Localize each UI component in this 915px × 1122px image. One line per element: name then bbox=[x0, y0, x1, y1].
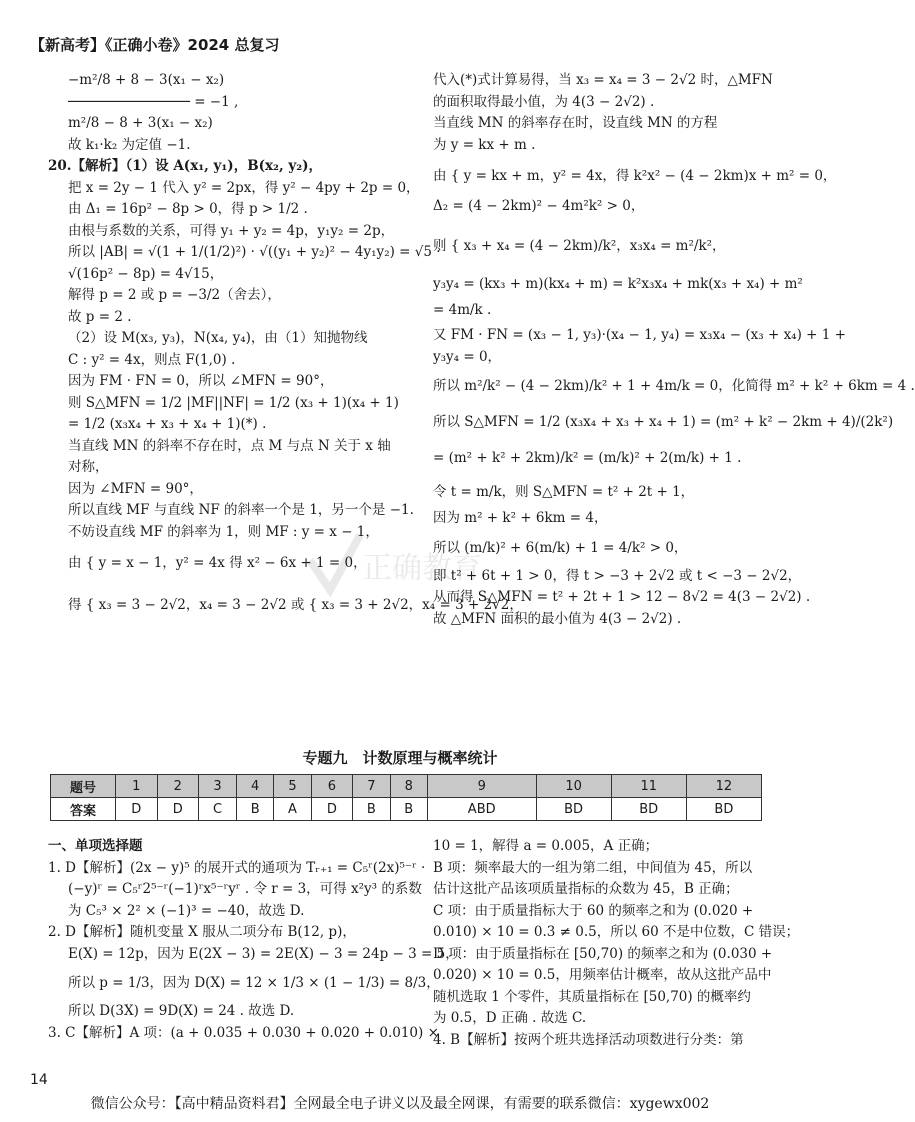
lower-right-line-4: 0.010) × 10 = 0.3 ≠ 0.5，所以 60 不是中位数，C 错误； bbox=[433, 924, 800, 940]
row-label-number: 题号 bbox=[51, 775, 116, 798]
answer-cell: B bbox=[236, 798, 273, 821]
left-line-4: 20.【解析】（1）设 A(x₁, y₁)，B(x₂, y₂)， bbox=[48, 158, 323, 174]
right-line-17: 即 t² + 6t + 1 > 0，得 t > −3 + 2√2 或 t < −3 − 2√2， bbox=[433, 567, 802, 584]
row-label-answer: 答案 bbox=[51, 798, 116, 821]
lower-right-line-1: B 项：频率最大的一组为第二组，中间值为 45，所以 bbox=[433, 859, 753, 876]
left-line-6: 由 Δ₁ = 16p² − 8p > 0，得 p > 1/2 . bbox=[68, 201, 308, 217]
right-line-12: 所以 S△MFN = 1/2 (x₃x₄ + x₃ + x₄ + 1) = (m² + k² − 2km + 4)/(2k²) bbox=[433, 414, 894, 430]
right-line-8: = 4m/k . bbox=[433, 302, 492, 318]
answer-cell: BD bbox=[686, 798, 761, 821]
right-line-0: 代入(*)式计算易得，当 x₃ = x₄ = 3 − 2√2 时，△MFN bbox=[433, 72, 773, 88]
answer-cell: C bbox=[199, 798, 237, 821]
lower-left-line-1: 1. D【解析】(2x − y)⁵ 的展开式的通项为 Tᵣ₊₁ = C₅ʳ(2x)⁵⁻ʳ · bbox=[48, 859, 426, 876]
lower-left-line-2: (−y)ʳ = C₅ʳ2⁵⁻ʳ(−1)ʳx⁵⁻ʳyʳ . 令 r = 3，可得 x²y³ 的系数 bbox=[68, 881, 422, 897]
lower-right-line-7: 随机选取 1 个零件，其质量指标在 [50,70) 的概率约 bbox=[433, 988, 751, 1005]
question-number: 3 bbox=[199, 775, 237, 798]
lower-right-line-8: 为 0.5，D 正确 . 故选 C. bbox=[433, 1010, 587, 1026]
left-line-3: 故 k₁·k₂ 为定值 −1. bbox=[68, 136, 191, 153]
answer-cell: BD bbox=[611, 798, 686, 821]
lower-left-line-6: 所以 p = 1/3，因为 D(X) = 12 × 1/3 × (1 − 1/3) = 8/3， bbox=[68, 975, 440, 991]
question-number: 2 bbox=[157, 775, 199, 798]
left-line-23: 得 { x₃ = 3 − 2√2，x₄ = 3 − 2√2 或 { x₃ = 3 + 2√2，x₄ = 3 + 2√2， bbox=[68, 597, 523, 613]
lower-left-line-0: 一、单项选择题 bbox=[48, 838, 143, 854]
answer-table-answer-row bbox=[51, 798, 762, 821]
answer-cell: ABD bbox=[427, 798, 536, 821]
left-line-8: 所以 |AB| = √(1 + 1/(1/2)²) · √((y₁ + y₂)² − 4y₁y₂) = √5 · bbox=[68, 244, 441, 260]
right-line-5: Δ₂ = (4 − 2km)² − 4m²k² > 0， bbox=[433, 198, 645, 214]
question-number: 1 bbox=[116, 775, 158, 798]
question-number: 6 bbox=[311, 775, 353, 798]
right-line-4: 由 { y = kx + m，y² = 4x，得 k²x² − (4 − 2km)x + m² = 0， bbox=[433, 168, 837, 184]
page-number: 14 bbox=[30, 1072, 48, 1088]
lower-right-line-2: 估计这批产品该项质量指标的众数为 45，B 正确； bbox=[433, 881, 739, 897]
question-number: 10 bbox=[536, 775, 611, 798]
lower-right-line-5: D 项：由于质量指标在 [50,70) 的频率之和为 (0.030 + bbox=[433, 945, 773, 962]
left-line-11: 故 p = 2 . bbox=[68, 308, 132, 325]
answer-cell: D bbox=[157, 798, 199, 821]
right-line-16: 所以 (m/k)² + 6(m/k) + 1 = 4/k² > 0， bbox=[433, 539, 688, 556]
lower-left-line-3: 为 C₅³ × 2² × (−1)³ = −40，故选 D. bbox=[68, 902, 305, 919]
left-line-16: = 1/2 (x₃x₄ + x₃ + x₄ + 1)(*) . bbox=[68, 416, 267, 432]
question-number: 8 bbox=[390, 775, 427, 798]
section-title: 专题九 计数原理与概率统计 bbox=[302, 749, 498, 767]
right-line-6: 则 { x₃ + x₄ = (4 − 2km)/k²，x₃x₄ = m²/k²， bbox=[433, 237, 726, 254]
left-line-20: 所以直线 MF 与直线 NF 的斜率一个是 1，另一个是 −1. bbox=[68, 502, 414, 518]
lower-right-line-9: 4. B【解析】按两个班共选择活动项数进行分类：第 bbox=[433, 1031, 744, 1048]
answer-cell: B bbox=[390, 798, 427, 821]
right-column bbox=[433, 70, 915, 630]
lower-left-column bbox=[48, 836, 459, 1044]
lower-left-line-8: 3. C【解析】A 项：(a + 0.035 + 0.030 + 0.020 + 0.010) × bbox=[48, 1024, 439, 1041]
left-line-15: 则 S△MFN = 1/2 |MF||NF| = 1/2 (x₃ + 1)(x₄ + 1) bbox=[68, 394, 399, 411]
page-header-title: 【新高考】《正确小卷》2024 总复习 bbox=[30, 36, 280, 54]
question-number: 11 bbox=[611, 775, 686, 798]
lower-left-line-7: 所以 D(3X) = 9D(X) = 24 . 故选 D. bbox=[68, 1003, 295, 1019]
left-line-22: 由 { y = x − 1，y² = 4x 得 x² − 6x + 1 = 0， bbox=[68, 555, 367, 571]
left-line-12: （2）设 M(x₃, y₃)，N(x₄, y₄)，由（1）知抛物线 bbox=[68, 330, 368, 346]
right-line-18: 从而得 S△MFN = t² + 2t + 1 > 12 − 8√2 = 4(3 − 2√2) . bbox=[433, 589, 811, 605]
left-line-13: C : y² = 4x，则点 F(1,0) . bbox=[68, 351, 236, 368]
answer-cell: BD bbox=[536, 798, 611, 821]
left-line-7: 由根与系数的关系，可得 y₁ + y₂ = 4p，y₁y₂ = 2p， bbox=[68, 222, 395, 239]
question-number: 7 bbox=[353, 775, 390, 798]
right-line-3: 为 y = kx + m . bbox=[433, 136, 536, 153]
lower-left-line-4: 2. D【解析】随机变量 X 服从二项分布 B(12, p)， bbox=[48, 924, 356, 940]
question-number: 5 bbox=[274, 775, 311, 798]
left-line-14: 因为 FM · FN = 0，所以 ∠MFN = 90°， bbox=[68, 373, 334, 389]
right-line-7: y₃y₄ = (kx₃ + m)(kx₄ + m) = k²x₃x₄ + mk(x₃ + x₄) + m² bbox=[433, 275, 803, 292]
lower-right-line-6: 0.020) × 10 = 0.5，用频率估计概率，故从这批产品中 bbox=[433, 967, 772, 983]
right-line-19: 故 △MFN 面积的最小值为 4(3 − 2√2) . bbox=[433, 610, 682, 627]
question-number: 4 bbox=[236, 775, 273, 798]
right-line-10: y₃y₄ = 0， bbox=[433, 348, 502, 365]
footer-text: 微信公众号：【高中精品资料君】全网最全电子讲义以及最全网课，有需要的联系微信：xygewx002 bbox=[90, 1096, 710, 1112]
left-line-5: 把 x = 2y − 1 代入 y² = 2px，得 y² − 4py + 2p = 0， bbox=[68, 179, 420, 196]
left-line-18: 对称， bbox=[68, 459, 109, 475]
lower-left-line-5: E(X) = 12p，因为 E(2X − 3) = 2E(X) − 3 = 24p − 3 = 5， bbox=[68, 945, 459, 962]
right-line-13: = (m² + k² + 2km)/k² = (m/k)² + 2(m/k) + 1 . bbox=[433, 450, 742, 466]
left-line-0: −m²/8 + 8 − 3(x₁ − x₂) bbox=[68, 72, 225, 88]
answer-cell: A bbox=[274, 798, 311, 821]
answer-cell: B bbox=[353, 798, 390, 821]
left-line-10: 解得 p = 2 或 p = −3/2（舍去）， bbox=[68, 287, 281, 303]
watermark-text: 正确教育 bbox=[362, 551, 482, 586]
right-line-2: 当直线 MN 的斜率存在时，设直线 MN 的方程 bbox=[433, 115, 718, 131]
left-line-21: 不妨设直线 MF 的斜率为 1，则 MF : y = x − 1， bbox=[68, 523, 379, 540]
answer-table-number-row bbox=[51, 775, 762, 798]
right-line-14: 令 t = m/k，则 S△MFN = t² + 2t + 1， bbox=[433, 484, 695, 500]
right-line-9: 又 FM · FN = (x₃ − 1, y₃)·(x₄ − 1, y₄) = x₃x₄ − (x₃ + x₄) + 1 + bbox=[433, 327, 846, 343]
left-line-1: ─────────────── = −1 , bbox=[68, 93, 239, 110]
lower-right-column bbox=[433, 836, 800, 1051]
answer-cell: D bbox=[116, 798, 158, 821]
right-line-1: 的面积取得最小值，为 4(3 − 2√2) . bbox=[433, 93, 655, 110]
left-line-2: m²/8 − 8 + 3(x₁ − x₂) bbox=[68, 115, 213, 131]
left-line-17: 当直线 MN 的斜率不存在时，点 M 与点 N 关于 x 轴 bbox=[68, 437, 391, 454]
left-line-19: 因为 ∠MFN = 90°， bbox=[68, 480, 203, 497]
question-number: 9 bbox=[427, 775, 536, 798]
answer-table bbox=[50, 774, 762, 821]
right-line-11: 所以 m²/k² − (4 − 2km)/k² + 1 + 4m/k = 0，化简得 m² + k² + 6km = 4 . bbox=[433, 378, 915, 394]
answer-cell: D bbox=[311, 798, 353, 821]
lower-right-line-3: C 项：由于质量指标大于 60 的频率之和为 (0.020 + bbox=[433, 902, 754, 919]
left-line-9: √(16p² − 8p) = 4√15， bbox=[68, 265, 224, 282]
right-line-15: 因为 m² + k² + 6km = 4， bbox=[433, 510, 608, 526]
lower-right-line-0: 10 = 1，解得 a = 0.005，A 正确； bbox=[433, 838, 659, 854]
question-number: 12 bbox=[686, 775, 761, 798]
